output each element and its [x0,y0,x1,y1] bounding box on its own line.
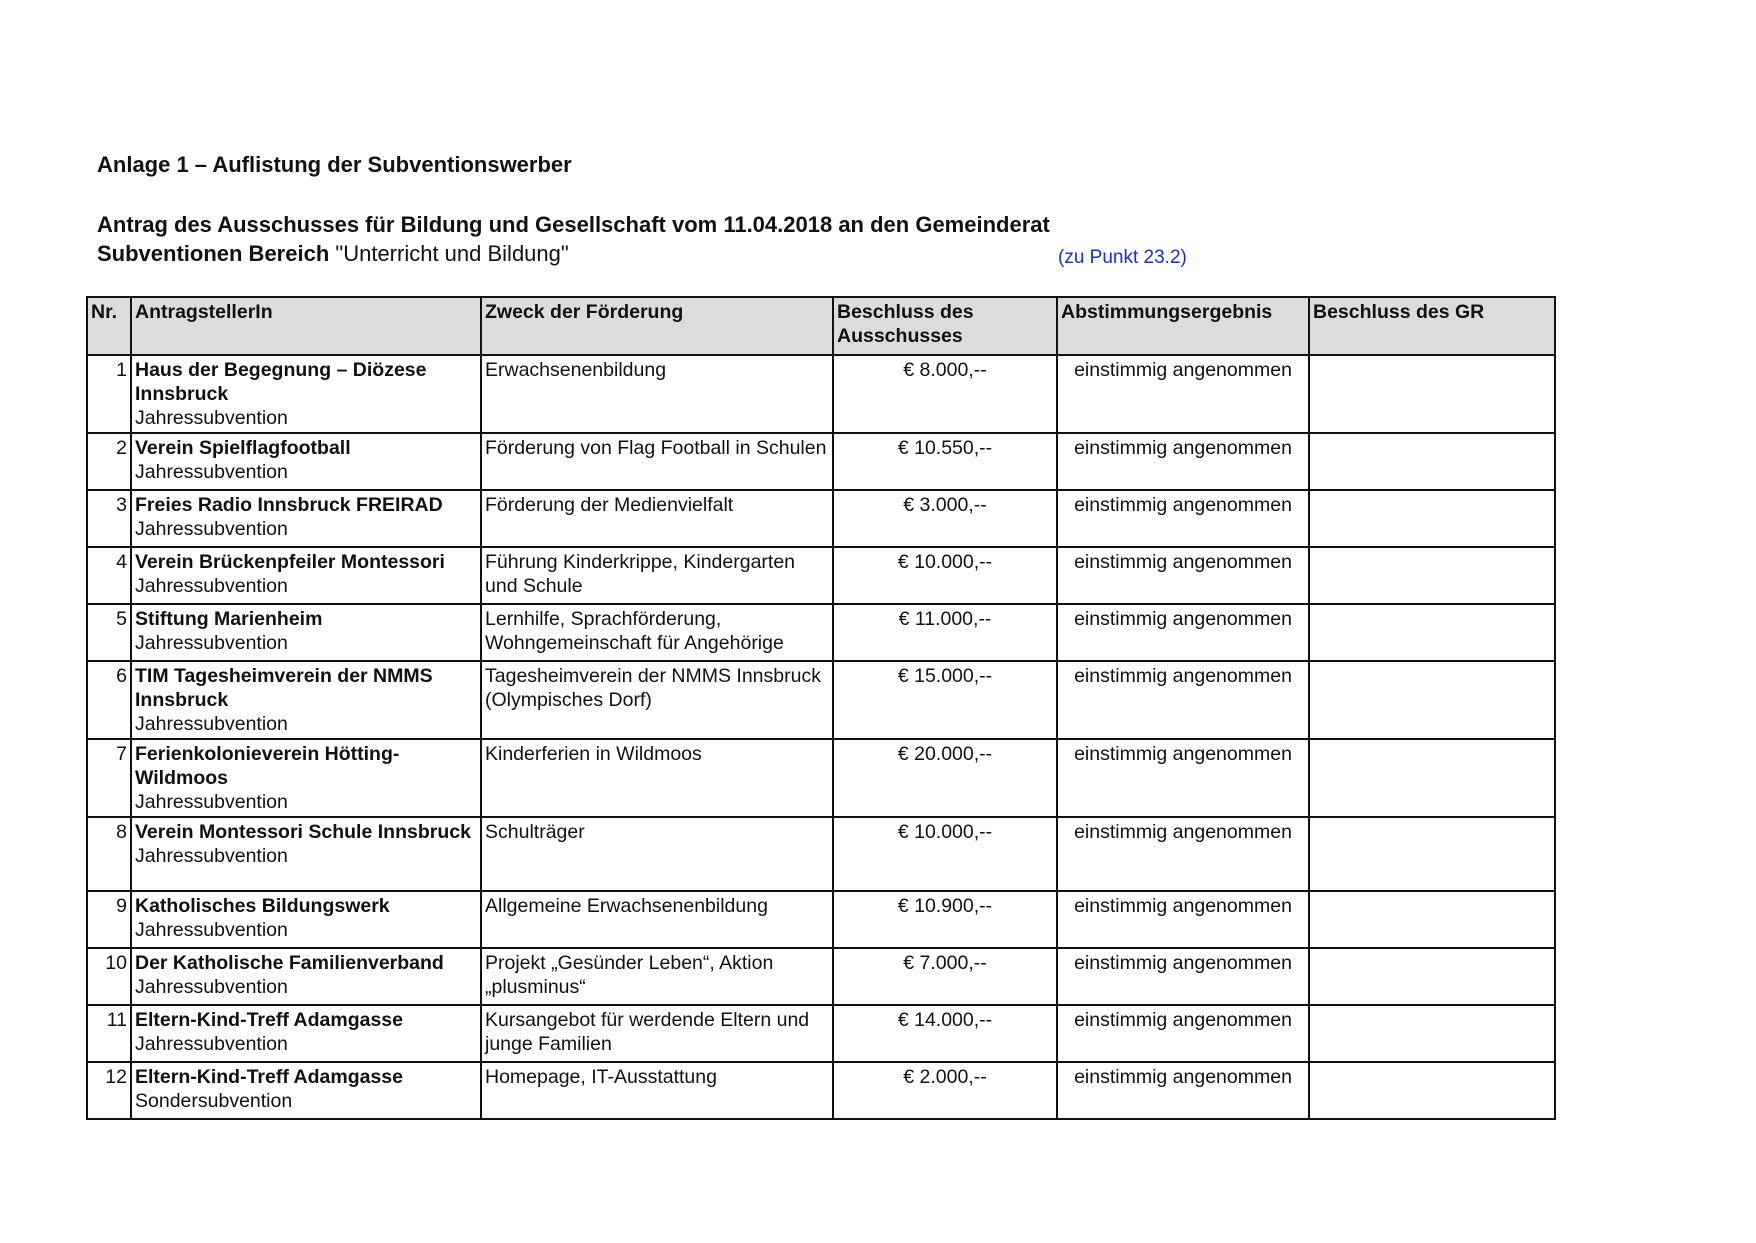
applicant-name: Katholisches Bildungswerk [135,895,390,917]
applicant-cell [131,739,481,817]
row-number: 12 [87,1062,131,1119]
table-row [87,355,1555,433]
motion-title: Antrag des Ausschusses für Bildung und Gesellschaft vom 11.04.2018 an den Gemeinderat [97,212,1050,237]
subsidy-type: Jahressubvention [135,976,288,998]
annex-title: Anlage 1 – Auflistung der Subventionswerber [97,152,572,177]
table-row [87,1062,1555,1119]
table-row [87,604,1555,661]
table-row [87,739,1555,817]
amount-cell: € 11.000,-- [833,604,1057,661]
applicant-cell [131,433,481,490]
council-decision-cell [1309,547,1555,604]
vote-result-cell: einstimmig angenommen [1057,355,1309,433]
row-number: 11 [87,1005,131,1062]
purpose-cell: Lernhilfe, Sprachförderung, Wohngemeinschaft für Angehörige [481,604,833,661]
applicant-name: Der Katholische Familienverband [135,952,444,974]
council-decision-cell [1309,891,1555,948]
col-header-purpose: Zweck der Förderung [481,297,833,355]
table-header-row [87,297,1555,355]
table-row [87,490,1555,547]
table-row [87,433,1555,490]
subsidy-type: Jahressubvention [135,632,288,654]
subsidy-type: Jahressubvention [135,1033,288,1055]
purpose-cell: Erwachsenenbildung [481,355,833,433]
agenda-reference: (zu Punkt 23.2) [1058,247,1187,268]
applicant-name: Verein Brückenpfeiler Montessori [135,551,445,573]
row-number: 5 [87,604,131,661]
purpose-cell: Projekt „Gesünder Leben“, Aktion „plusminus“ [481,948,833,1005]
applicant-cell [131,1005,481,1062]
council-decision-cell [1309,661,1555,739]
row-number: 7 [87,739,131,817]
row-number: 2 [87,433,131,490]
applicant-name: Freies Radio Innsbruck FREIRAD [135,494,443,516]
vote-result-cell: einstimmig angenommen [1057,891,1309,948]
applicant-cell [131,661,481,739]
purpose-cell: Homepage, IT-Ausstattung [481,1062,833,1119]
table-row [87,661,1555,739]
applicant-cell [131,490,481,547]
amount-cell: € 7.000,-- [833,948,1057,1005]
applicant-name: Eltern-Kind-Treff Adamgasse [135,1066,403,1088]
amount-cell: € 2.000,-- [833,1062,1057,1119]
subsidy-type: Jahressubvention [135,575,288,597]
amount-cell: € 3.000,-- [833,490,1057,547]
applicant-name: Stiftung Marienheim [135,608,323,630]
col-header-committee-decision: Beschluss des Ausschusses [833,297,1057,355]
subsidy-type: Jahressubvention [135,407,288,429]
amount-cell: € 10.900,-- [833,891,1057,948]
applicant-name: Haus der Begegnung – Diözese Innsbruck [135,359,427,405]
council-decision-cell [1309,490,1555,547]
vote-result-cell: einstimmig angenommen [1057,661,1309,739]
applicant-name: TIM Tagesheimverein der NMMS Innsbruck [135,665,433,711]
row-number: 3 [87,490,131,547]
purpose-cell: Führung Kinderkrippe, Kindergarten und Schule [481,547,833,604]
subsidy-type: Jahressubvention [135,845,288,867]
amount-cell: € 20.000,-- [833,739,1057,817]
amount-cell: € 10.000,-- [833,817,1057,891]
vote-result-cell: einstimmig angenommen [1057,433,1309,490]
vote-result-cell: einstimmig angenommen [1057,547,1309,604]
amount-cell: € 15.000,-- [833,661,1057,739]
subsidy-type: Sondersubvention [135,1090,293,1112]
vote-result-cell: einstimmig angenommen [1057,604,1309,661]
applicant-name: Verein Spielflagfootball [135,437,351,459]
row-number: 4 [87,547,131,604]
vote-result-cell: einstimmig angenommen [1057,490,1309,547]
vote-result-cell: einstimmig angenommen [1057,1005,1309,1062]
vote-result-cell: einstimmig angenommen [1057,739,1309,817]
amount-cell: € 10.550,-- [833,433,1057,490]
subsidy-type: Jahressubvention [135,518,288,540]
subsidy-type: Jahressubvention [135,919,288,941]
council-decision-cell [1309,355,1555,433]
vote-result-cell: einstimmig angenommen [1057,817,1309,891]
row-number: 1 [87,355,131,433]
applicant-cell [131,547,481,604]
applicant-name: Eltern-Kind-Treff Adamgasse [135,1009,403,1031]
col-header-applicant: AntragstellerIn [131,297,481,355]
row-number: 8 [87,817,131,891]
row-number: 6 [87,661,131,739]
applicant-cell [131,1062,481,1119]
col-header-nr: Nr. [87,297,131,355]
purpose-cell: Kursangebot für werdende Eltern und junge Familien [481,1005,833,1062]
council-decision-cell [1309,1062,1555,1119]
subsidy-type: Jahressubvention [135,461,288,483]
table-row [87,817,1555,891]
applicant-cell [131,355,481,433]
applicant-cell [131,817,481,891]
row-number: 10 [87,948,131,1005]
amount-cell: € 14.000,-- [833,1005,1057,1062]
col-header-council-decision: Beschluss des GR [1309,297,1555,355]
vote-result-cell: einstimmig angenommen [1057,948,1309,1005]
purpose-cell: Förderung der Medienvielfalt [481,490,833,547]
area-label: Subventionen Bereich [97,241,330,266]
council-decision-cell [1309,604,1555,661]
applicant-name: Verein Montessori Schule Innsbruck [135,821,471,843]
table-row [87,948,1555,1005]
amount-cell: € 10.000,-- [833,547,1057,604]
purpose-cell: Tagesheimverein der NMMS Innsbruck (Olympisches Dorf) [481,661,833,739]
col-header-vote-result: Abstimmungsergebnis [1057,297,1309,355]
applicant-cell [131,948,481,1005]
table-row [87,547,1555,604]
purpose-cell: Allgemeine Erwachsenenbildung [481,891,833,948]
vote-result-cell: einstimmig angenommen [1057,1062,1309,1119]
amount-cell: € 8.000,-- [833,355,1057,433]
applicant-name: Ferienkolonieverein Hötting-Wildmoos [135,743,400,789]
subsidy-type: Jahressubvention [135,713,288,735]
council-decision-cell [1309,433,1555,490]
applicant-cell [131,891,481,948]
area-name: "Unterricht und Bildung" [329,241,569,266]
council-decision-cell [1309,1005,1555,1062]
council-decision-cell [1309,739,1555,817]
purpose-cell: Förderung von Flag Football in Schulen [481,433,833,490]
purpose-cell: Schulträger [481,817,833,891]
subsidy-type: Jahressubvention [135,791,288,813]
table-row [87,891,1555,948]
purpose-cell: Kinderferien in Wildmoos [481,739,833,817]
council-decision-cell [1309,817,1555,891]
council-decision-cell [1309,948,1555,1005]
row-number: 9 [87,891,131,948]
subsidy-table [86,296,1556,1120]
applicant-cell [131,604,481,661]
area-title [97,241,569,267]
table-row [87,1005,1555,1062]
